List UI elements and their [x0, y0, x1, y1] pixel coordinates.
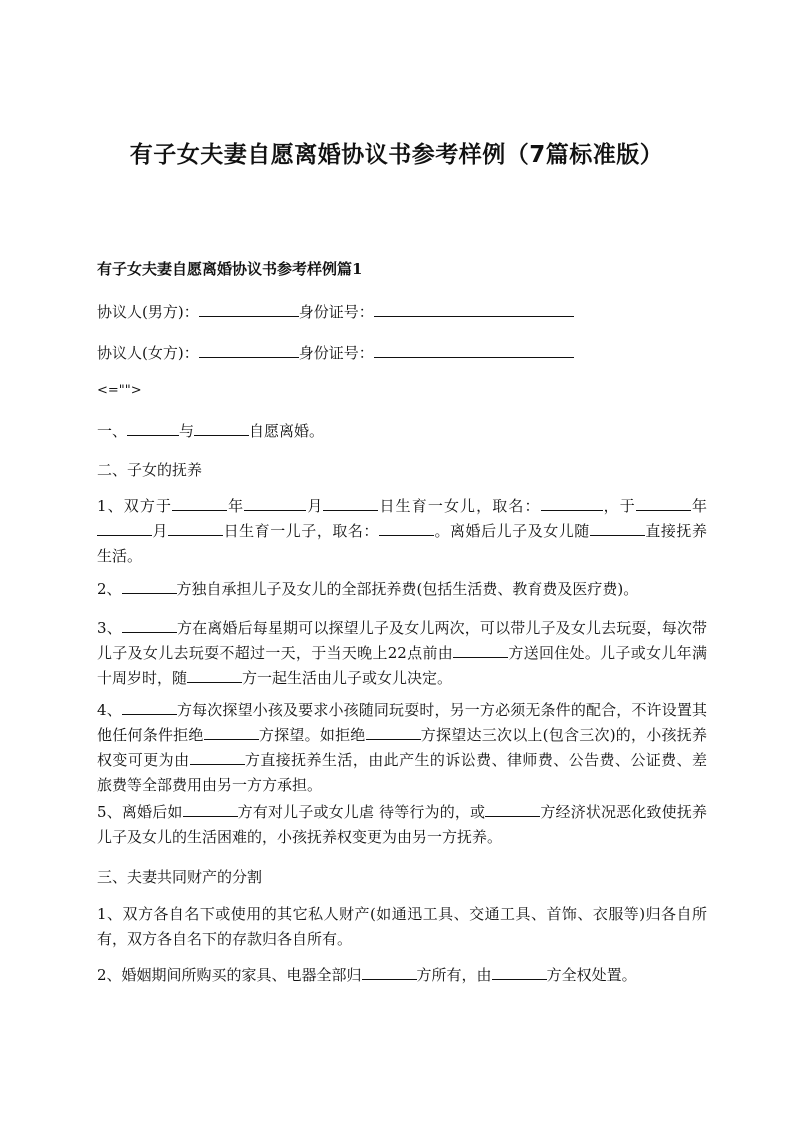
blank-field [374, 301, 574, 317]
text: 方送回住处。儿子或女儿年满十周岁时，随 [97, 644, 707, 687]
blank-field [204, 724, 259, 740]
text: 方经济状况恶化致使抚养儿子及女儿的生活困难的，小孩抚养权变更为由另一方抚养。 [97, 803, 707, 846]
blank-field [187, 667, 242, 683]
text: 日生育一儿子，取名： [223, 522, 379, 540]
text: 。离婚后儿子及女儿随 [433, 522, 590, 540]
marker-line: <=""> [97, 383, 142, 398]
party-female-line [97, 341, 707, 366]
document-title: 有子女夫妻自愿离婚协议书参考样例（7篇标准版） [129, 142, 664, 168]
text: 方独自承担儿子及女儿的全部抚养费(包括生活费、教育费及医疗费)。 [176, 580, 639, 598]
party-male-label: 协议人(男方)： [97, 303, 199, 321]
paragraph-2-4 [97, 698, 707, 798]
text: 2、婚姻期间所购买的家具、电器全部归 [97, 966, 362, 984]
text: ，于 [602, 497, 636, 515]
text: 与 [179, 422, 195, 440]
text: 方所有，由 [416, 966, 492, 984]
text: 方全权处置。 [546, 966, 637, 984]
party-male-line [97, 300, 707, 325]
blank-field [122, 578, 177, 594]
section-title: 有子女夫妻自愿离婚协议书参考样例篇1 [97, 260, 363, 278]
text: 年 [690, 497, 707, 515]
text: 月 [152, 522, 169, 540]
text: 年 [227, 497, 245, 515]
blank-field [636, 495, 691, 511]
text: 方探望。如拒绝 [258, 726, 366, 744]
paragraph-3-1: 1、双方各自名下或使用的其它私人财产(如通迅工具、交通工具、首饰、衣服等)归各自所有，双方各自名下的存款归各自所有。 [97, 905, 707, 948]
blank-field [97, 520, 152, 536]
blank-field [541, 495, 603, 511]
blank-field [168, 520, 223, 536]
id-label: 身份证号： [298, 344, 374, 362]
blank-field [194, 420, 249, 436]
text: 1、双方于 [97, 497, 173, 515]
blank-field [199, 342, 299, 358]
text: 4、 [97, 701, 122, 719]
blank-field [190, 749, 245, 765]
id-label: 身份证号： [298, 303, 374, 321]
blank-field [485, 801, 540, 817]
heading-two: 二、子女的抚养 [97, 461, 203, 479]
party-female-label: 协议人(女方)： [97, 344, 199, 362]
heading-three: 三、夫妻共同财产的分割 [97, 868, 263, 886]
blank-field [366, 724, 421, 740]
blank-field [379, 520, 434, 536]
paragraph-2-1 [97, 494, 707, 569]
blank-field [244, 495, 306, 511]
text: 方每次探望小孩及要求小孩随同玩耍时，另一方必须无条件的配合，不许设置其他任何条件拒绝 [97, 701, 707, 744]
paragraph-2-5 [97, 800, 707, 850]
blank-field [453, 642, 508, 658]
text: 方在离婚后每星期可以探望儿子及女儿两次，可以带儿子及女儿去玩耍，每次带儿子及女儿去玩耍不超过一天，于当天晚上22点前由 [97, 619, 707, 662]
text: 月 [306, 497, 324, 515]
text: 直接抚养生活。 [97, 522, 707, 565]
blank-field [199, 301, 299, 317]
blank-field [172, 495, 227, 511]
blank-field [127, 420, 179, 436]
text: 方有对儿子或女儿虐 待等行为的，或 [237, 803, 486, 821]
blank-field [374, 342, 574, 358]
text: 5、离婚后如 [97, 803, 183, 821]
blank-field [183, 801, 238, 817]
text: 2、 [97, 580, 122, 598]
paragraph-3-2 [97, 963, 707, 988]
text: 一、 [97, 422, 128, 440]
text: 3、 [97, 619, 122, 637]
paragraph-2-3 [97, 616, 707, 691]
blank-field [492, 964, 547, 980]
text: 方直接抚养生活，由此产生的诉讼费、律师费、公告费、公证费、差旅费等全部费用由另一方方承担。 [97, 751, 707, 794]
text: 方一起生活由儿子或女儿决定。 [242, 669, 453, 687]
paragraph-2-2 [97, 577, 707, 602]
blank-field [122, 699, 177, 715]
text: 方探望达三次以上(包含三次)的，小孩抚养权变可更为由 [97, 726, 707, 769]
blank-field [323, 495, 378, 511]
blank-field [362, 964, 417, 980]
paragraph-one [97, 419, 707, 444]
text: 自愿离婚。 [249, 422, 325, 440]
blank-field [122, 617, 177, 633]
blank-field [590, 520, 645, 536]
text: 日生育一女儿，取名： [378, 497, 541, 515]
